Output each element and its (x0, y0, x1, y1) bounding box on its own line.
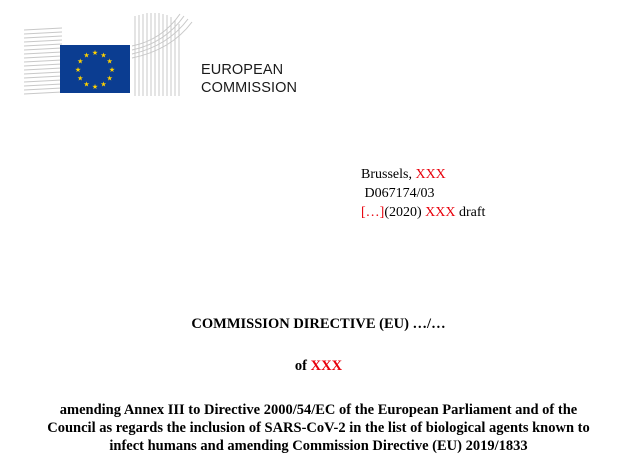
document-code (361, 184, 485, 203)
subject-line-2: Council as regards the inclusion of SARS-CoV-2 in the list of biological agents known to (47, 420, 590, 436)
document-reference-line (361, 203, 485, 222)
subject-line-3: infect humans and amending Commission Directive (EU) 2019/1833 (109, 438, 528, 454)
svg-text:★: ★ (83, 51, 90, 60)
doc-ref-year: (2020) (384, 205, 426, 220)
svg-text:★: ★ (77, 74, 84, 83)
svg-text:★: ★ (106, 57, 113, 66)
svg-text:★: ★ (106, 74, 113, 83)
place-prefix: Brussels, (361, 167, 416, 182)
eu-flag (60, 45, 130, 93)
of-date-line (0, 358, 637, 375)
of-prefix: of (294, 358, 311, 374)
svg-text:★: ★ (83, 80, 90, 89)
svg-text:★: ★ (100, 51, 107, 60)
svg-text:★: ★ (100, 80, 107, 89)
of-date-placeholder: XXX (310, 358, 343, 374)
org-name-line-1: EUROPEAN (201, 62, 284, 78)
org-name-line-2: COMMISSION (201, 80, 298, 96)
svg-text:★: ★ (108, 66, 116, 74)
subject-line-1: amending Annex III to Directive 2000/54/EC of the European Parliament and of the (59, 402, 578, 418)
place-date-placeholder: XXX (415, 167, 446, 182)
doc-ref-suffix: draft (455, 205, 486, 220)
svg-text:★: ★ (91, 49, 99, 57)
document-code-text: D067174/03 (364, 186, 435, 201)
european-commission-logo (22, 10, 197, 100)
reference-block (361, 165, 485, 222)
svg-text:★: ★ (77, 57, 84, 66)
document-type-title: COMMISSION DIRECTIVE (EU) …/… (191, 316, 446, 332)
svg-text:★: ★ (74, 66, 82, 74)
document-subject (15, 401, 622, 455)
svg-text:★: ★ (91, 83, 99, 91)
place-date-line (361, 165, 485, 184)
organization-name (201, 61, 297, 97)
doc-ref-number-placeholder: XXX (425, 205, 456, 220)
doc-ref-open-placeholder: […] (361, 205, 385, 220)
